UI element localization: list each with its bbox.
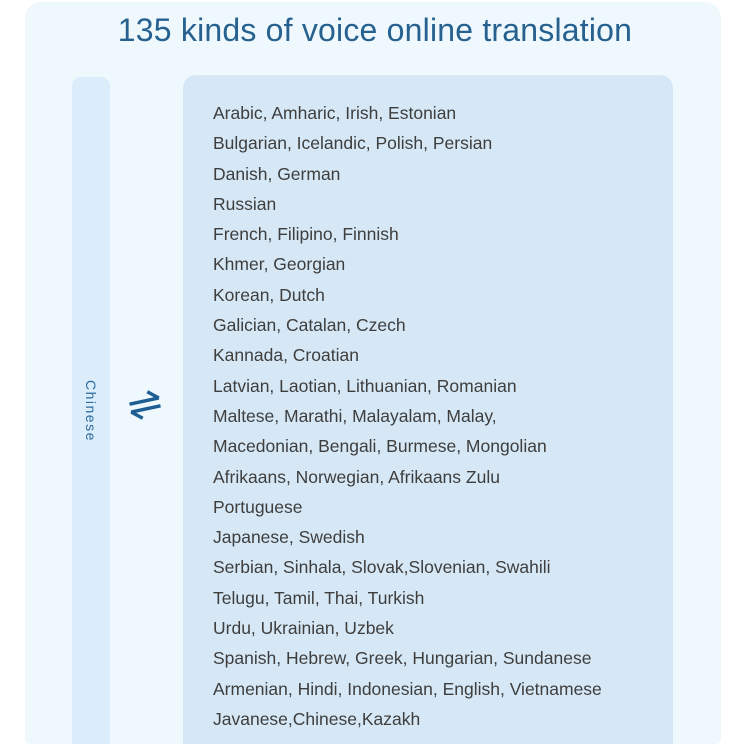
language-list-panel [183, 75, 673, 744]
language-line: Bulgarian, Icelandic, Polish, Persian [213, 133, 493, 154]
language-line: Khmer, Georgian [213, 254, 346, 275]
language-line: Galician, Catalan, Czech [213, 315, 406, 336]
language-line: Spanish, Hebrew, Greek, Hungarian, Sundanese [213, 648, 592, 669]
language-line: French, Filipino, Finnish [213, 224, 399, 245]
language-line: Portuguese [213, 496, 303, 517]
language-line: Kannada, Croatian [213, 345, 359, 366]
language-line: Afrikaans, Norwegian, Afrikaans Zulu [213, 466, 500, 487]
language-line: Danish, German [213, 163, 341, 184]
language-line: Javanese,Chinese,Kazakh [213, 708, 421, 729]
language-line: Latvian, Laotian, Lithuanian, Romanian [213, 375, 517, 396]
language-line: Serbian, Sinhala, Slovak,Slovenian, Swahili [213, 557, 551, 578]
page-title: 135 kinds of voice online translation [117, 12, 633, 48]
language-line: Maltese, Marathi, Malayalam, Malay, [213, 405, 497, 426]
language-line: Armenian, Hindi, Indonesian, English, Vietnamese [213, 678, 602, 699]
language-line: Arabic, Amharic, Irish, Estonian [213, 103, 457, 123]
language-line: Russian [213, 193, 277, 214]
source-language-label: Chinese [83, 379, 99, 442]
swap-arrows-glyph [122, 382, 168, 428]
swap-arrows-icon [122, 382, 168, 428]
language-line: Macedonian, Bengali, Burmese, Mongolian [213, 436, 547, 457]
language-line: Telugu, Tamil, Thai, Turkish [213, 587, 425, 608]
language-line: Urdu, Ukrainian, Uzbek [213, 618, 394, 639]
language-line: Korean, Dutch [213, 284, 325, 305]
language-line: Japanese, Swedish [213, 527, 365, 548]
source-language-column [72, 77, 110, 744]
